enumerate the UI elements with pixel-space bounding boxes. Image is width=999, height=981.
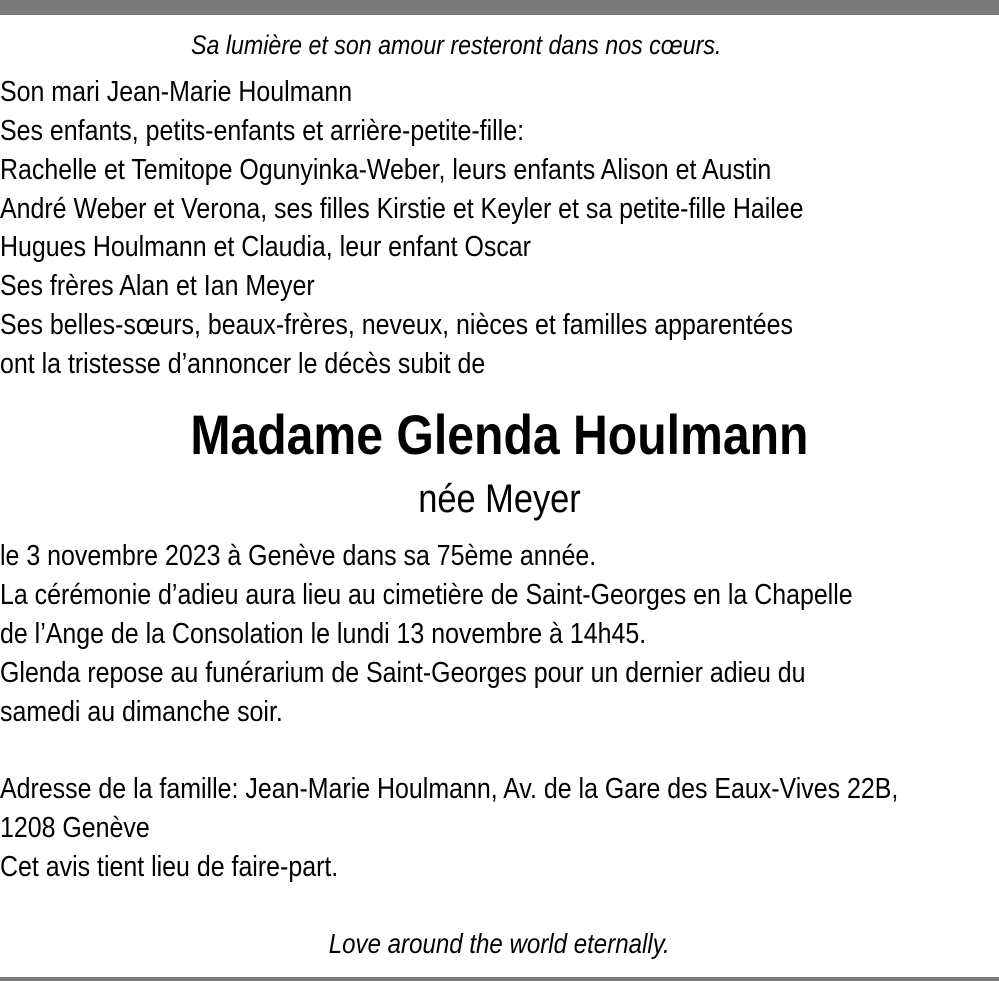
family-line [0, 228, 617, 267]
maiden-name-text: née Meyer [418, 477, 581, 521]
family-line [0, 190, 934, 229]
closing-quote [0, 925, 999, 963]
address-line-text: Cet avis tient lieu de faire-part. [0, 851, 339, 883]
family-line-text: Son mari Jean-Marie Houlmann [0, 76, 353, 108]
opening-quote [0, 26, 999, 64]
address-line [0, 770, 999, 809]
details-line [0, 615, 751, 654]
top-divider [0, 0, 999, 15]
family-line-text: Ses frères Alan et Ian Meyer [0, 270, 315, 302]
family-line-text: Ses belles-sœurs, beaux-frères, neveux, nièces et familles apparentées [0, 309, 793, 341]
family-line-text: Ses enfants, petits-enfants et arrière-petite-fille: [0, 115, 525, 147]
family-line [0, 345, 564, 384]
deceased-name-text: Madame Glenda Houlmann [190, 403, 809, 466]
address-line [0, 848, 393, 887]
details-line-text: Glenda repose au funérarium de Saint-Georges pour un dernier adieu du [0, 657, 806, 689]
address-line-text: 1208 Genève [0, 812, 150, 844]
details-line [0, 576, 991, 615]
opening-quote-text: Sa lumière et son amour resteront dans nos cœurs. [191, 30, 722, 60]
family-line [0, 267, 366, 306]
bottom-divider [0, 977, 999, 981]
details-line-text: le 3 novembre 2023 à Genève dans sa 75ème année. [0, 540, 597, 572]
maiden-name [0, 473, 999, 525]
family-line [0, 73, 409, 112]
details-line-text: La cérémonie d’adieu aura lieu au cimetière de Saint-Georges en la Chapelle [0, 579, 853, 611]
family-line [0, 112, 609, 151]
deceased-name [0, 397, 999, 473]
address-line-text: Adresse de la famille: Jean-Marie Houlmann, Av. de la Gare des Eaux-Vives 22B, [0, 773, 899, 805]
details-line-text: samedi au dimanche soir. [0, 696, 283, 728]
address-line [0, 809, 174, 848]
family-line [0, 306, 922, 345]
details-line-text: de l’Ange de la Consolation le lundi 13 novembre à 14h45. [0, 618, 647, 650]
family-line-text: ont la tristesse d’annoncer le décès subit de [0, 348, 486, 380]
details-line [0, 693, 329, 732]
family-line-text: André Weber et Verona, ses filles Kirstie et Keyler et sa petite-fille Hailee [0, 193, 804, 225]
details-line [0, 537, 693, 576]
family-line-text: Hugues Houlmann et Claudia, leur enfant Oscar [0, 231, 531, 263]
closing-quote-text: Love around the world eternally. [329, 928, 670, 959]
family-line [0, 151, 897, 190]
family-line-text: Rachelle et Temitope Ogunyinka-Weber, leurs enfants Alison et Austin [0, 154, 772, 186]
details-line [0, 654, 937, 693]
